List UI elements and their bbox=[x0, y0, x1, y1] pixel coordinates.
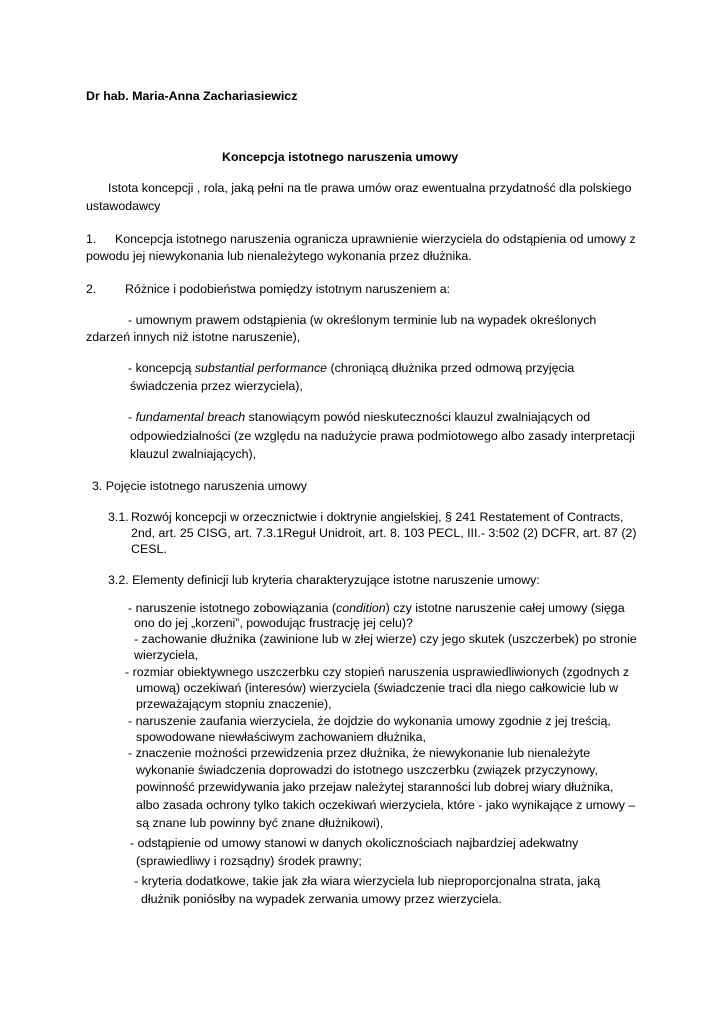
italic-term: condition bbox=[336, 601, 386, 615]
list-item: odpowiedzialności (ze względu na nadużycie prawa podmiotowego albo zasady interpretacji bbox=[130, 429, 635, 443]
list-item bbox=[128, 409, 590, 425]
list-item: - odstąpienie od umowy stanowi w danych okolicznościach najbardziej adekwatny bbox=[130, 836, 579, 850]
list-item bbox=[128, 360, 574, 376]
subsection-line: Rozwój koncepcji w orzecznictwie i doktrynie angielskiej, § 241 Restatement of Contracts, bbox=[131, 510, 624, 524]
list-item-text: - koncepcją bbox=[128, 361, 195, 375]
list-item-text: - naruszenie istotnego zobowiązania ( bbox=[128, 601, 337, 615]
list-item: - umownym prawem odstąpienia (w określonym terminie lub na wypadek określonych bbox=[128, 313, 597, 327]
intro-line: Istota koncepcji , rola, jaką pełni na tle prawa umów oraz ewentualna przydatność dla polskiego bbox=[108, 181, 632, 195]
list-item: ono do jej „korzeni”, powodując frustrację jej celu)? bbox=[134, 616, 413, 630]
section-heading: Różnice i podobieństwa pomiędzy istotnym naruszeniem a: bbox=[125, 282, 451, 296]
list-item: - rozmiar obiektywnego uszczerbku czy stopień naruszenia usprawiedliwionych (zgodnych z bbox=[125, 665, 630, 679]
intro-line: ustawodawcy bbox=[86, 199, 161, 213]
list-item: są znane lub powinny być znane dłużnikowi), bbox=[136, 816, 384, 830]
list-item: umową) oczekiwań (interesów) wierzyciela (świadczenie traci dla niego całkowicie lub w bbox=[136, 681, 619, 695]
subsection-line: CESL. bbox=[131, 542, 167, 556]
list-item: zdarzeń innych niż istotne naruszenie), bbox=[86, 330, 301, 344]
list-item: (sprawiedliwy i rozsądny) środek prawny; bbox=[136, 854, 362, 868]
list-item: powinność przewidywania jako przejaw należytej staranności lub dobrej wiary dłużnika, bbox=[136, 780, 614, 794]
list-item-text: - bbox=[128, 410, 136, 424]
subsection-number: 3.1. bbox=[108, 510, 129, 524]
list-item: - zachowanie dłużnika (zawinione lub w złej wierze) czy jego skutek (uszczerbek) po stronie bbox=[134, 632, 637, 646]
list-item: albo zasada ochrony tylko takich oczekiwań wierzyciela, które - jako wynikające z umowy – bbox=[136, 798, 636, 812]
list-item: świadczenia przez wierzyciela), bbox=[130, 379, 303, 393]
list-item-text: ) czy istotne naruszenie całej umowy (sięga bbox=[385, 601, 625, 615]
list-item: wierzyciela, bbox=[134, 648, 199, 662]
list-item: - kryteria dodatkowe, takie jak zła wiara wierzyciela lub nieproporcjonalna strata, jaką bbox=[134, 874, 601, 888]
subsection-line: 2nd, art. 25 CISG, art. 7.3.1Reguł Unidroit, art. 8. 103 PECL, III.- 3:502 (2) DCFR, art. 87 (2) bbox=[131, 526, 637, 540]
document-title: Koncepcja istotnego naruszenia umowy bbox=[222, 150, 459, 164]
paragraph-line: powodu jej niewykonania lub nienależytego wykonania przez dłużnika. bbox=[86, 249, 472, 263]
italic-term: substantial performance bbox=[194, 361, 328, 375]
italic-term: fundamental breach bbox=[135, 410, 246, 424]
paragraph-line: Koncepcja istotnego naruszenia ogranicza uprawnienie wierzyciela do odstąpienia od umowy z bbox=[115, 232, 636, 246]
subsection-heading: 3.2. Elementy definicji lub kryteria charakteryzujące istotne naruszenie umowy: bbox=[108, 573, 540, 587]
section-number: 2. bbox=[86, 282, 97, 296]
list-item bbox=[128, 600, 625, 616]
list-item: wykonanie świadczenia doprowadzi do istotnego uszczerbku (związek przyczynowy, bbox=[136, 763, 598, 777]
list-item: - znaczenie możności przewidzenia przez dłużnika, że niewykonanie lub nienależyte bbox=[128, 746, 591, 760]
list-item: przeważającym stopniu znaczenie), bbox=[136, 697, 332, 711]
list-item-text: (chroniącą dłużnika przed odmową przyjęcia bbox=[327, 361, 575, 375]
list-item: klauzul zwalniających), bbox=[130, 447, 257, 461]
list-item: spowodowane niewłaściwym zachowaniem dłużnika, bbox=[136, 730, 426, 744]
section-heading: 3. Pojęcie istotnego naruszenia umowy bbox=[92, 479, 307, 493]
author-name: Dr hab. Maria-Anna Zachariasiewicz bbox=[86, 89, 298, 103]
list-item: - naruszenie zaufania wierzyciela, że dojdzie do wykonania umowy zgodnie z jej treścią, bbox=[128, 714, 611, 728]
list-item-text: stanowiącym powód nieskuteczności klauzul zwalniających od bbox=[245, 410, 591, 424]
section-number: 1. bbox=[86, 232, 97, 246]
list-item: dłużnik poniósłby na wypadek zerwania umowy przez wierzyciela. bbox=[141, 892, 502, 906]
